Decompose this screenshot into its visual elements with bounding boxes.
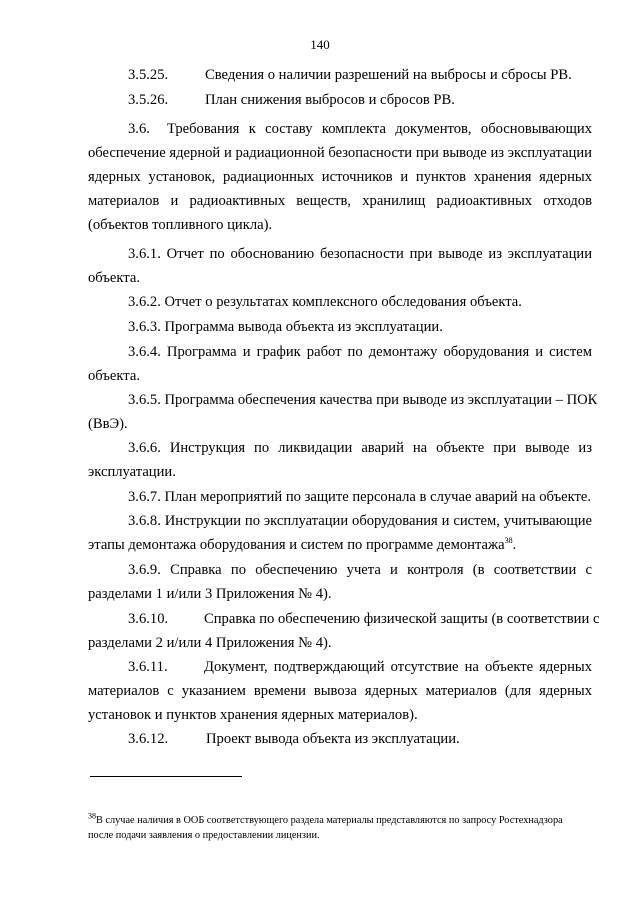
item-number: 3.5.26. bbox=[128, 92, 169, 108]
list-item-3-6-9: 3.6.9. Справка по обеспечению учета и контроля (в соответствии с bbox=[128, 562, 592, 578]
list-item-3-6-4: 3.6.4. Программа и график работ по демонтажу оборудования и систем bbox=[128, 344, 592, 360]
item-text: Справка по обеспечению физической защиты (в соответствии с bbox=[204, 611, 600, 627]
list-item-3-6-1: 3.6.1. Отчет по обоснованию безопасности при выводе из эксплуатации bbox=[128, 246, 592, 262]
list-item-3-5-26 bbox=[128, 88, 598, 112]
footnote-line: после подачи заявления о предоставлении лицензии. bbox=[88, 830, 320, 841]
footnote-reference: 38 bbox=[504, 536, 513, 546]
list-item-continuation: (ВвЭ). bbox=[88, 416, 128, 432]
list-item-3-6-7: 3.6.7. План мероприятий по защите персонала в случае аварий на объекте. bbox=[128, 489, 592, 505]
list-item-continuation: эксплуатации. bbox=[88, 464, 176, 480]
list-item-3-6-8: 3.6.8. Инструкции по эксплуатации оборудования и систем, учитывающие bbox=[128, 513, 592, 529]
list-item-continuation bbox=[88, 533, 592, 557]
list-item-3-6-10 bbox=[128, 607, 600, 631]
footnote-text: В случае наличия в ООБ соответствующего раздела материалы представляются по запросу Ростехнадзора bbox=[96, 815, 563, 826]
section-heading-line bbox=[128, 117, 592, 141]
item-number: 3.6. bbox=[128, 121, 150, 137]
item-text: Сведения о наличии разрешений на выбросы и сбросы РВ. bbox=[205, 67, 572, 83]
list-item-continuation: объекта. bbox=[88, 368, 140, 384]
list-item-3-6-6: 3.6.6. Инструкция по ликвидации аварий на объекте при выводе из bbox=[128, 440, 592, 456]
paragraph-line: ядерных установок, радиационных источников и пунктов хранения ядерных bbox=[88, 169, 592, 185]
item-number: 3.6.11. bbox=[128, 659, 168, 675]
list-item-continuation: материалов с указанием времени вывоза ядерных материалов (для ядерных bbox=[88, 683, 592, 699]
item-text: Проект вывода объекта из эксплуатации. bbox=[206, 731, 460, 747]
item-text: Требования к составу комплекта документов, обосновывающих bbox=[167, 121, 592, 137]
footnote-separator bbox=[90, 776, 242, 777]
paragraph-line: материалов и радиоактивных веществ, хранилищ радиоактивных отходов bbox=[88, 193, 592, 209]
paragraph-line: (объектов топливного цикла). bbox=[88, 217, 273, 233]
page-number: 140 bbox=[310, 37, 330, 52]
list-item-3-6-2: 3.6.2. Отчет о результатах комплексного обследования объекта. bbox=[128, 294, 522, 310]
list-item-3-6-5: 3.6.5. Программа обеспечения качества при выводе из эксплуатации – ПОК bbox=[128, 392, 598, 408]
item-text: Документ, подтверждающий отсутствие на объекте ядерных bbox=[204, 659, 592, 675]
item-number: 3.6.12. bbox=[128, 731, 169, 747]
list-item-continuation: разделами 2 и/или 4 Приложения № 4). bbox=[88, 635, 332, 651]
footnote-line bbox=[88, 811, 598, 828]
item-number: 3.6.10. bbox=[128, 611, 169, 627]
period: . bbox=[512, 537, 517, 553]
list-item-continuation: объекта. bbox=[88, 270, 140, 286]
item-text: этапы демонтажа оборудования и систем по программе демонтажа bbox=[88, 537, 505, 553]
list-item-3-6-12 bbox=[128, 727, 598, 751]
item-number: 3.5.25. bbox=[128, 67, 169, 83]
footnote-marker: 38 bbox=[88, 811, 96, 821]
paragraph-line: обеспечение ядерной и радиационной безопасности при выводе из эксплуатации bbox=[88, 145, 592, 161]
item-text: План снижения выбросов и сбросов РВ. bbox=[205, 92, 455, 108]
list-item-3-6-11 bbox=[128, 655, 592, 679]
list-item-continuation: установок и пунктов хранения ядерных материалов). bbox=[88, 707, 418, 723]
list-item-3-6-3: 3.6.3. Программа вывода объекта из эксплуатации. bbox=[128, 319, 443, 335]
list-item-3-5-25 bbox=[128, 63, 598, 87]
list-item-continuation: разделами 1 и/или 3 Приложения № 4). bbox=[88, 586, 332, 602]
